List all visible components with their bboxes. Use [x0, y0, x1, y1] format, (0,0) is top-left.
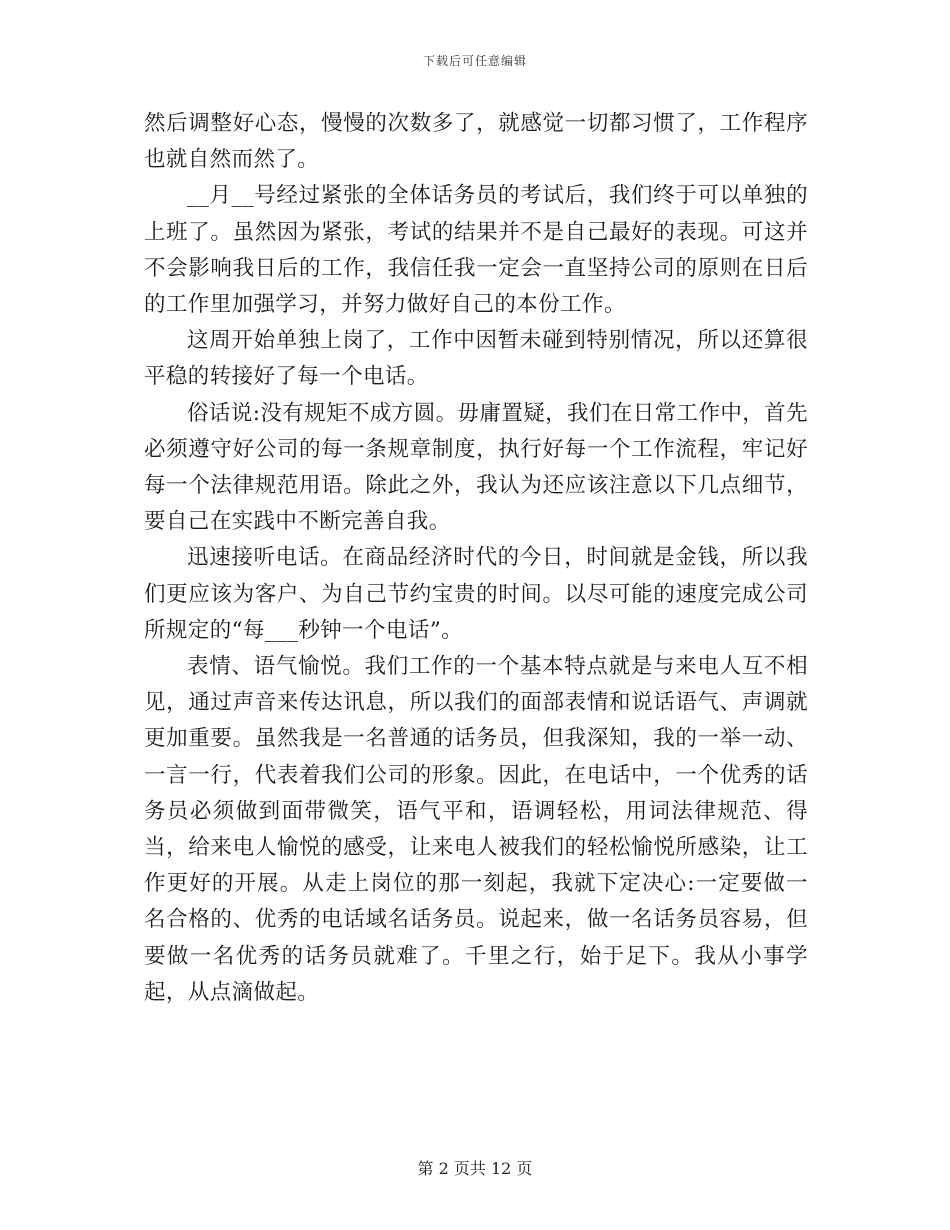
- document-body: [144, 106, 808, 1011]
- paragraph-first-week: 这周开始单独上岗了，工作中因暂未碰到特别情况，所以还算很平稳的转接好了每一个电话。: [144, 328, 808, 390]
- paragraph-rules: 俗话说:没有规矩不成方圆。毋庸置疑，我们在日常工作中，首先必须遵守好公司的每一条规章制度，执行好每一个工作流程，牢记好每一个法律规范用语。除此之外，我认为还应该注意以下几点细节，要自己在实践中不断完善自我。: [144, 400, 808, 535]
- page-header: 下载后可任意编辑: [422, 54, 527, 68]
- paragraph-tone: 表情、语气愉悦。我们工作的一个基本特点就是与来电人互不相见，通过声音来传达讯息，所以我们的面部表情和说话语气、声调就更加重要。虽然我是一名普通的话务员，但我深知，我的一举一动、一言一行，代表着我们公司的形象。因此，在电话中，一个优秀的话务员必须做到面带微笑，语气平和，语调轻松，用词法律规范、得当，给来电人愉悦的感受，让来电人被我们的轻松愉悦所感染，让工作更好的开展。从走上岗位的那一刻起，我就下定决心:一定要做一名合格的、优秀的电话域名话务员。说起来，做一名话务员容易，但要做一名优秀的话务员就难了。千里之行，始于足下。我从小事学起，从点滴做起。: [144, 654, 808, 1005]
- paragraph-continuation: 然后调整好心态，慢慢的次数多了，就感觉一切都习惯了，工作程序也就自然而然了。: [144, 111, 808, 173]
- paragraph-answer-quickly: 迅速接听电话。在商品经济时代的今日，时间就是金钱，所以我们更应该为客户、为自己节约宝贵的时间。以尽可能的速度完成公司所规定的“每___秒钟一个电话”。: [144, 545, 808, 643]
- page-number: 第 2 页共 12 页: [417, 1159, 533, 1178]
- paragraph-exam: __月__号经过紧张的全体话务员的考试后，我们终于可以单独的上班了。虽然因为紧张，考试的结果并不是自己最好的表现。可这并不会影响我日后的工作，我信任我一定会一直坚持公司的原则在日后的工作里加强学习，并努力做好自己的本份工作。: [144, 183, 808, 318]
